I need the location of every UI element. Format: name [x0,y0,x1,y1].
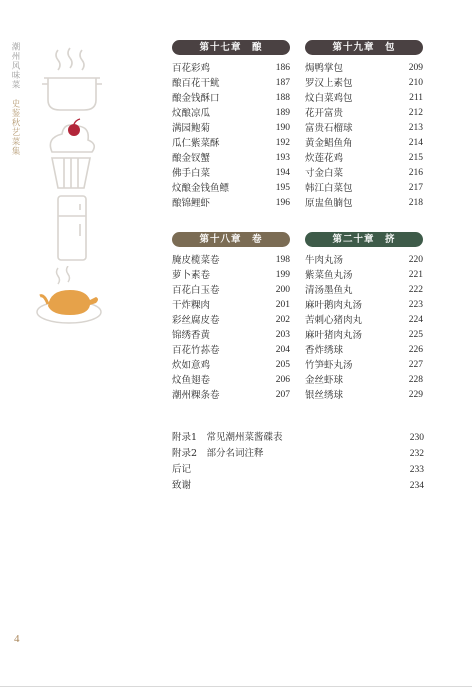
appendix-entry[interactable]: 致谢 234 [172,480,424,491]
toc-entry[interactable]: 黄金鲳鱼角 214 [305,138,423,149]
steaming-pot-icon [36,44,108,114]
toc-entry[interactable]: 麻叶猪肉丸汤 225 [305,330,423,341]
toc-entry[interactable]: 牛肉丸汤 220 [305,255,423,266]
toc-entry[interactable]: 潮州粿条卷 207 [172,390,290,401]
toc-entry[interactable]: 金丝虾球 228 [305,375,423,386]
toc-entry[interactable]: 清汤墨鱼丸 222 [305,285,423,296]
toc-entry[interactable]: 酿锦鲤虾 196 [172,198,290,209]
chapter-17-section [172,40,290,211]
toc-entry[interactable]: 酿百花干鱿 187 [172,78,290,89]
toc-entry[interactable]: 炆酿凉瓜 189 [172,108,290,119]
chapter-20-section [305,232,423,403]
side-title [10,42,20,156]
chapter-19-section [305,40,423,211]
page-bottom-divider [0,686,472,687]
toc-entry[interactable]: 罗汉上素包 210 [305,78,423,89]
toc-entry[interactable]: 苦刺心猪肉丸 224 [305,315,423,326]
toc-entry[interactable]: 腌皮榄菜卷 198 [172,255,290,266]
toc-entry[interactable]: 竹笋虾丸汤 227 [305,360,423,371]
toc-entry[interactable]: 酿金钗蟹 193 [172,153,290,164]
toc-entry[interactable]: 韩江白菜包 217 [305,183,423,194]
chapter-17-heading: 第十七章 酿 [172,40,290,55]
page-number: 4 [14,633,20,645]
appendix-entry[interactable]: 附录2 部分名词注释 232 [172,448,424,459]
toc-entry[interactable]: 银丝绣球 229 [305,390,423,401]
appendix-entry[interactable]: 后记 233 [172,464,424,475]
toc-entry[interactable]: 酿金钱酥口 188 [172,93,290,104]
toc-entry[interactable]: 满园鲍菊 190 [172,123,290,134]
toc-entry[interactable]: 焗鸭掌包 209 [305,63,423,74]
toc-entry[interactable]: 香炸绣球 226 [305,345,423,356]
toc-entry[interactable]: 原盅鱼腩包 218 [305,198,423,209]
toc-entry[interactable]: 佛手白菜 194 [172,168,290,179]
toc-entry[interactable]: 瓜仁紫菜酥 192 [172,138,290,149]
toc-entry[interactable]: 百花白玉卷 200 [172,285,290,296]
refrigerator-icon [54,194,90,262]
appendix-entry[interactable]: 附录1 常见潮州菜酱碟表 230 [172,432,424,443]
toc-entry[interactable]: 炆白菜鸡包 211 [305,93,423,104]
chapter-20-heading: 第二十章 挤 [305,232,423,247]
chapter-19-heading: 第十九章 包 [305,40,423,55]
toc-entry[interactable]: 萝卜素卷 199 [172,270,290,281]
roast-chicken-icon [34,266,104,328]
toc-entry[interactable]: 紫菜鱼丸汤 221 [305,270,423,281]
chapter-18-section [172,232,290,403]
toc-entry[interactable]: 干炸粿肉 201 [172,300,290,311]
toc-entry[interactable]: 彩丝腐皮卷 202 [172,315,290,326]
toc-entry[interactable]: 炊莲花鸡 215 [305,153,423,164]
toc-entry[interactable]: 锦绣香黄 203 [172,330,290,341]
toc-entry[interactable]: 花开富贵 212 [305,108,423,119]
toc-entry[interactable]: 炆鱼翅卷 206 [172,375,290,386]
toc-entry[interactable]: 富贵石榴球 213 [305,123,423,134]
cupcake-icon [42,118,100,192]
toc-entry[interactable]: 麻叶鹅肉丸汤 223 [305,300,423,311]
book-title: 潮州风味菜 [10,42,20,90]
chapter-18-heading: 第十八章 卷 [172,232,290,247]
book-subtitle: 史鉴秋艺菜集 [10,99,20,157]
toc-entry[interactable]: 百花彩鸡 186 [172,63,290,74]
toc-entry[interactable]: 百花竹荪卷 204 [172,345,290,356]
toc-entry[interactable]: 炆酿金钱鱼鳔 195 [172,183,290,194]
toc-entry[interactable]: 寸金白菜 216 [305,168,423,179]
toc-entry[interactable]: 炊如意鸡 205 [172,360,290,371]
appendix-section [172,430,424,494]
